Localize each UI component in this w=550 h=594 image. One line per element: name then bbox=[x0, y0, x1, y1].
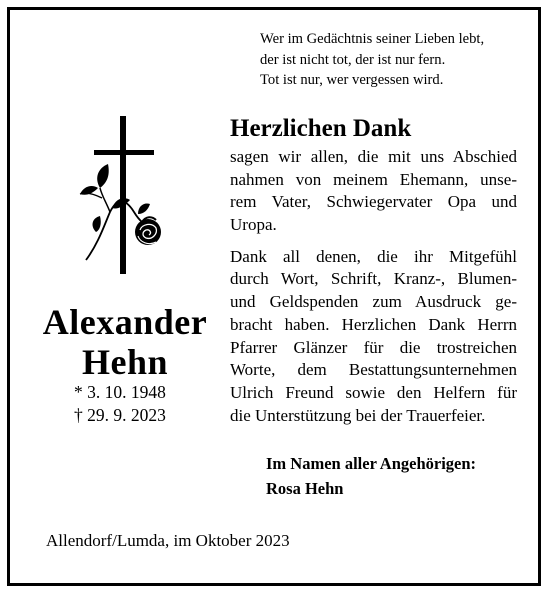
quote-line: Wer im Gedächtnis seiner Lieben lebt, bbox=[260, 31, 485, 47]
deceased-first-name: Alexander bbox=[42, 302, 208, 342]
birth-date: * 3. 10. 1948 bbox=[74, 382, 166, 402]
text-line: rem Vater, Schwiegervater Opa und bbox=[230, 192, 517, 212]
text-line: sagen wir allen, die mit uns Abschied bbox=[230, 147, 517, 166]
place-and-date: Allendorf/Lumda, im Oktober 2023 bbox=[46, 531, 290, 550]
text-line: durch Wort, Schrift, Kranz-, Blumen- bbox=[230, 269, 517, 289]
text-line: bracht haben. Herzlichen Dank Herrn bbox=[230, 314, 517, 334]
text-line: Worte, dem Bestattungsunternehmen bbox=[230, 360, 517, 380]
signature-intro: Im Namen aller Angehörigen: bbox=[266, 454, 477, 473]
signature-block bbox=[266, 451, 476, 501]
quote-line: Tot ist nur, wer vergessen wird. bbox=[260, 72, 444, 88]
death-date: † 29. 9. 2023 bbox=[74, 405, 166, 425]
text-line: und Geldspenden zum Ausdruck ge- bbox=[230, 292, 517, 312]
quote-line: der ist nicht tot, der ist nur fern. bbox=[260, 51, 446, 68]
text-line: Dank all denen, die ihr Mitgefühl bbox=[230, 246, 517, 266]
cross-with-rose-icon bbox=[72, 116, 172, 280]
text-line: Pfarrer Glänzer für die trostreichen bbox=[230, 337, 517, 357]
signature-name: Rosa Hehn bbox=[266, 479, 344, 498]
thanks-paragraph-1 bbox=[230, 146, 517, 237]
text-line: die Unterstützung bei der Trauerfeier. bbox=[230, 405, 486, 425]
text-line: Ulrich Freund sowie den Helfern für bbox=[230, 382, 517, 402]
text-line: Uropa. bbox=[230, 215, 277, 235]
memorial-quote bbox=[260, 29, 530, 91]
thanks-heading: Herzlichen Dank bbox=[230, 115, 412, 142]
life-dates bbox=[74, 381, 166, 427]
thanks-text bbox=[230, 146, 517, 427]
text-line: nahmen von meinem Ehemann, unse- bbox=[230, 169, 517, 189]
thanks-paragraph-2 bbox=[230, 246, 517, 428]
deceased-last-name: Hehn bbox=[81, 342, 169, 382]
